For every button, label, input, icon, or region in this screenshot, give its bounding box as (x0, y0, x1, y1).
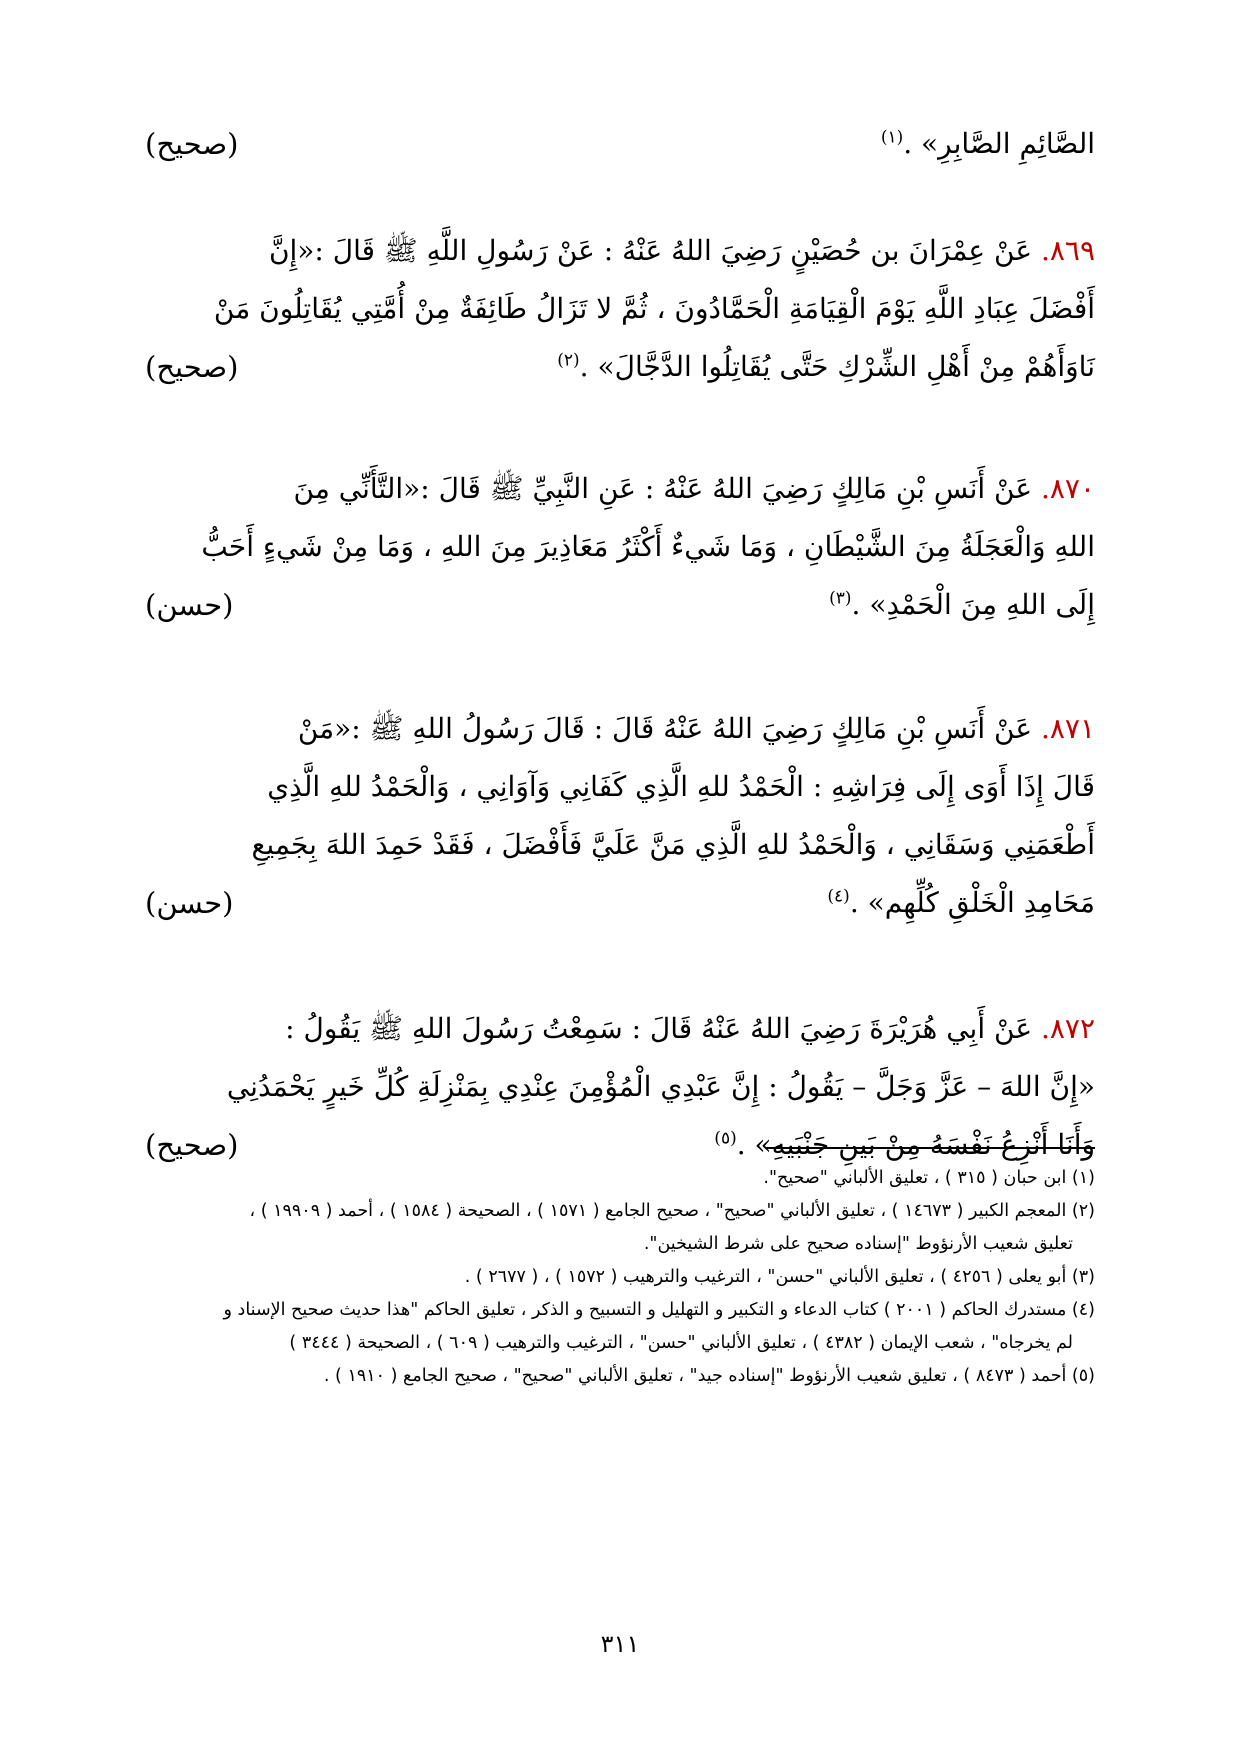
hadith-text: مَحَامِدِ الْخَلْقِ كُلِّهِم» . (849, 886, 1095, 919)
hadith-line (145, 874, 1095, 932)
footnote: (١) ابن حبان ( ٣١٥ ) ، تعليق الألباني "صحيح". (763, 1168, 1095, 1188)
hadith-grade: (حسن) (145, 886, 234, 920)
hadith-line (145, 115, 1095, 173)
hadith-number: ٨٧١. (1040, 712, 1095, 745)
hadith-line (145, 758, 1095, 816)
hadith-871 (145, 700, 1095, 932)
hadith-number: ٨٦٩. (1040, 234, 1095, 267)
hadith-grade: (حسن) (145, 588, 234, 622)
hadith-line (145, 1000, 1095, 1058)
hadith-869 (145, 222, 1095, 396)
hadith-text: وَأَنَا أَنْزِعُ نَفْسَهُ مِنْ بَينِ جَنْبَيهِ» . (736, 1128, 1095, 1161)
footnote-marker: (٤) (827, 886, 850, 907)
hadith-text: قَالَ إِذَا أَوَى إِلَى فِرَاشِهِ : الْحَمْدُ للهِ الَّذِي كَفَانِي وَآوَانِي ، وَالْحَمْدُ للهِ الَّذِي (267, 770, 1095, 803)
footnote-separator (765, 1147, 1095, 1149)
hadith-text: أَطْعَمَنِي وَسَقَانِي ، وَالْحَمْدُ للهِ الَّذِي مَنَّ عَلَيَّ فَأَفْضَلَ ، فَقَدْ حَمِدَ اللهَ بِجَمِيعِ (251, 828, 1095, 861)
hadith-grade: (صحيح) (145, 350, 239, 384)
hadith-line (145, 460, 1095, 518)
hadith-text: عَنْ أَبِي هُرَيْرَةَ رَضِيَ اللهُ عَنْهُ قَالَ : سَمِعْتُ رَسُولَ اللهِ ﷺ يَقُولُ : (285, 1012, 1033, 1045)
hadith-line (145, 280, 1095, 338)
footnote: (٥) أحمد ( ٨٤٧٣ ) ، تعليق شعيب الأرنؤوط "إسناده جيد" ، تعليق الألباني "صحيح" ، صحيح الجامع ( ١٩١٠ ) . (323, 1366, 1095, 1386)
hadith-line (145, 518, 1095, 576)
hadith-text: «إِنَّ اللهَ – عَزَّ وَجَلَّ – يَقُولُ : إِنَّ عَبْدِي الْمُؤْمِنَ عِنْدِي بِمَنْزِلَةِ كُلِّ خَيرٍ يَحْمَدُنِي (226, 1070, 1095, 1103)
footnote-continuation: تعليق شعيب الأرنؤوط "إسناده صحيح على شرط الشيخين". (643, 1234, 1073, 1254)
footnotes (145, 1162, 1095, 1393)
hadith-line (145, 576, 1095, 634)
hadith-line (145, 816, 1095, 874)
page-number: ٣١١ (600, 1630, 640, 1658)
footnote: (٢) المعجم الكبير ( ١٤٦٧٣ ) ، تعليق الألباني "صحيح" ، صحيح الجامع ( ١٥٧١ ) ، الصحيحة ( ١٥٨٤ ) ، أحمد ( ١٩٩٠٩ ) ، (249, 1201, 1095, 1221)
footnote-marker: (٢) (557, 350, 580, 371)
hadith-grade: (صحيح) (145, 127, 239, 161)
hadith-text: عَنْ أَنَسِ بْنِ مَالِكٍ رَضِيَ اللهُ عَنْهُ : عَنِ النَّبِيِّ ﷺ قَالَ :«التَّأَنِّي مِنَ (293, 472, 1033, 505)
hadith-number: ٨٧٠. (1040, 472, 1095, 505)
hadith-text: الصَّائِمِ الصَّابِرِ» . (903, 127, 1095, 160)
hadith-line (145, 1058, 1095, 1116)
hadith-line (145, 338, 1095, 396)
hadith-line (145, 700, 1095, 758)
hadith-line (145, 222, 1095, 280)
footnote-marker: (٥) (714, 1128, 737, 1149)
hadith-text: اللهِ وَالْعَجَلَةُ مِنَ الشَّيْطَانِ ، وَمَا شَيءٌ أَكْثَرُ مَعَاذِيرَ مِنَ اللهِ ، وَمَا مِنْ شَيءٍ أَحَبُّ (201, 530, 1095, 563)
hadith-text: عَنْ أَنَسِ بْنِ مَالِكٍ رَضِيَ اللهُ عَنْهُ قَالَ : قَالَ رَسُولُ اللهِ ﷺ :«مَنْ (297, 712, 1033, 745)
hadith-text: نَاوَأَهُمْ مِنْ أَهْلِ الشِّرْكِ حَتَّى يُقَاتِلُوا الدَّجَّالَ» . (579, 350, 1095, 383)
hadith-text: عَنْ عِمْرَانَ بن حُصَيْنٍ رَضِيَ اللهُ عَنْهُ : عَنْ رَسُولِ اللَّهِ ﷺ قَالَ :«إِنَّ (268, 234, 1033, 267)
footnote: (٤) مستدرك الحاكم ( ٢٠٠١ ) كتاب الدعاء و التكبير و التهليل و التسبيح و الذكر ، تعليق الحاكم "هذا حديث صحيح الإسناد و (223, 1300, 1095, 1320)
footnote: (٣) أبو يعلى ( ٤٢٥٦ ) ، تعليق الألباني "حسن" ، الترغيب والترهيب ( ١٥٧٢ ) ، ( ٢٦٧٧ ) . (464, 1267, 1095, 1287)
footnote-marker: (١) (880, 127, 904, 148)
footnote-marker: (٣) (829, 588, 852, 609)
hadith-text: إِلَى اللهِ مِنَ الْحَمْدِ» . (851, 588, 1095, 621)
hadith-870 (145, 460, 1095, 634)
hadith-text: أَفْضَلَ عِبَادِ اللَّهِ يَوْمَ الْقِيَامَةِ الْحَمَّادُونَ ، ثُمَّ لا تَزَالُ طَائِفَةٌ مِنْ أُمَّتِي يُقَاتِلُونَ مَنْ (213, 292, 1095, 325)
hadith-tail (145, 115, 1095, 173)
footnote-continuation: لم يخرجاه" ، شعب الإيمان ( ٤٣٨٢ ) ، تعليق الألباني "حسن" ، الترغيب والترهيب ( ٦٠٩ ) ، الصحيحة ( ٣٤٤٤ ) (289, 1333, 1073, 1353)
hadith-grade: (صحيح) (145, 1128, 239, 1162)
hadith-number: ٨٧٢. (1040, 1012, 1095, 1045)
